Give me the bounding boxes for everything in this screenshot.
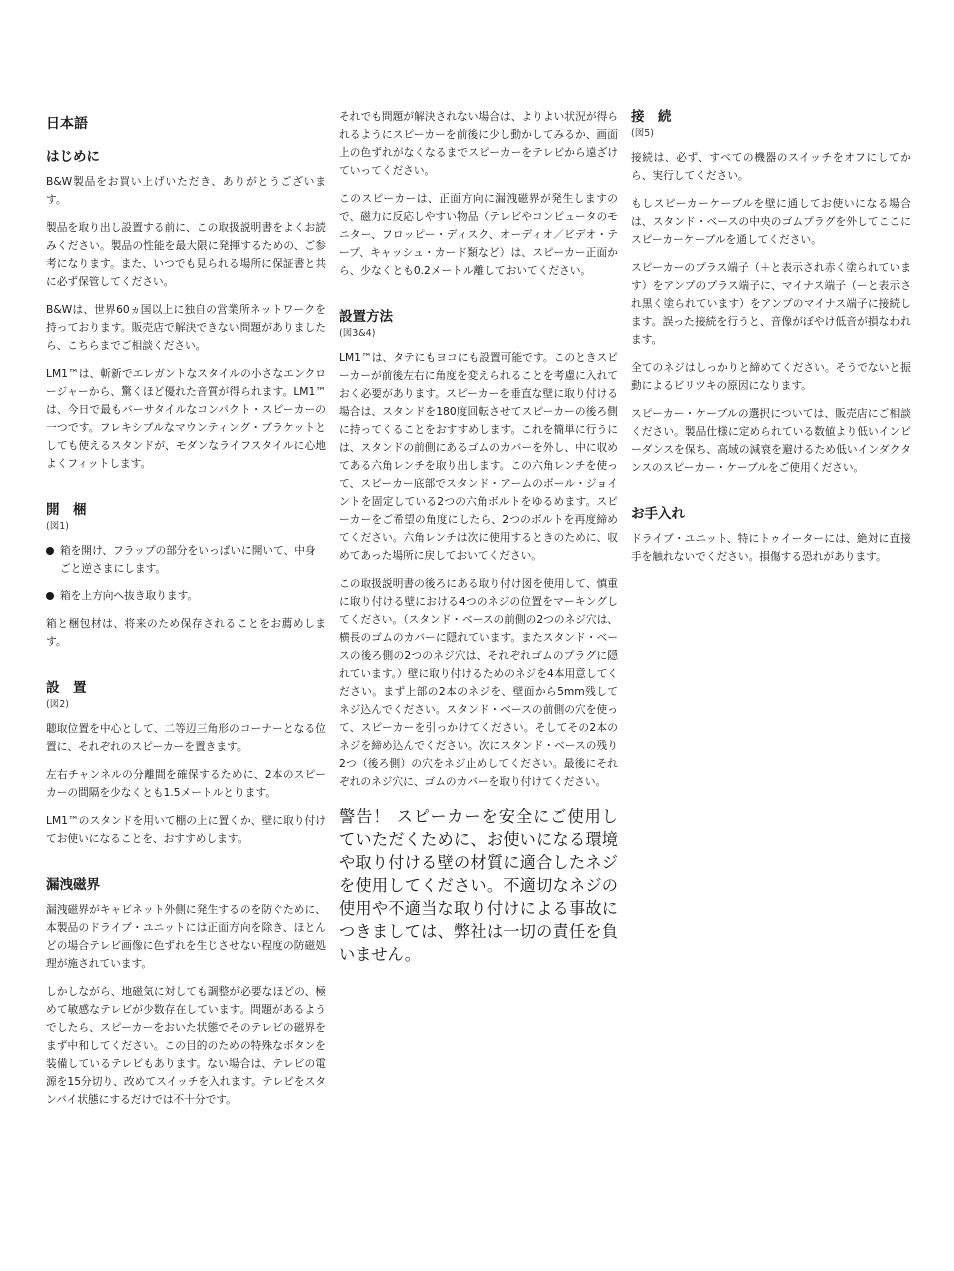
connection-paragraph: スピーカー・ケーブルの選択については、販売店にご相談ください。製品仕様に定められている数値より低いインピーダンスを保ち、高域の減衰を避けるため低いインダクタンスのスピーカー・ケーブルをご使用ください。: [631, 407, 911, 474]
unpacking-figure-ref: (図1): [46, 521, 69, 532]
connection-paragraph: 全てのネジはしっかりと締めてください。そうでないと振動によるビリツキの原因になります。: [631, 361, 911, 392]
mounting-paragraph: LM1™は、タテにもヨコにも設置可能です。このときスピーカーが前後左右に角度を変えられることを考慮に入れておく必要があります。スピーカーを垂直な壁に取り付ける場合は、スタンドを180度回転させてスピーカーの後ろ側に持ってくることをおすすめします。これを簡単に行うには、スタンドの前側にあるゴムのカバーを外し、中に収めてある六角レンチを取り出します。この六角レンチを使って、スピーカー底部でスタンド・アームのボール・ジョイントを固定している2つの六角ボルトをゆるめます。スピーカーをご希望の角度にしたら、2つのボルトを再度締めてください。六角レンチは次に使用するときのために、収めてあった場所に戻しておいてください。: [339, 351, 618, 562]
care-paragraph: ドライブ・ユニット、特にトゥイーターには、絶対に直接手を触れないでください。損傷する恐れがあります。: [631, 532, 911, 563]
intro-paragraph: LM1™は、斬新でエレガントなスタイルの小さなエンクロージャーから、驚くほど優れた音質が得られます。LM1™は、今日で最もバーサタイルなコンパクト・スピーカーの一つです。フレキシブルなマウンティング・ブラケットとしても使えるスタンドが、モダンなライフスタイルに心地よくフィットします。: [46, 367, 326, 470]
magnetic-paragraph: しかしながら、地磁気に対しても調整が必要なほどの、極めて敏感なテレビが少数存在しています。問題があるようでしたら、スピーカーをおいた状態でそのテレビの磁界をまず中和してください。この目的のための特殊なボタンを装備しているテレビもあります。ない場合は、テレビの電源を15分切り、改めてスイッチを入れます。テレビをスタンバイ状態にするだけでは不十分です。: [46, 985, 326, 1106]
connection-figure-ref: (図5): [631, 128, 654, 139]
bullet-icon: [46, 547, 54, 555]
list-item: 箱を上方向へ抜き取ります。: [46, 587, 326, 605]
mounting-figure-ref: (図3&4): [339, 328, 376, 339]
bullet-icon: [46, 592, 54, 600]
column-2: [339, 108, 618, 966]
connection-paragraph: スピーカーのプラス端子（＋と表示され赤く塗られています）をアンプのプラス端子に、マイナス端子（ーと表示され黒く塗られています）をアンプのマイナス端子に接続します。誤った接続を行うと、音像がぼやけ低音が損なわれます。: [631, 261, 911, 346]
magnetic-paragraph: 漏洩磁界がキャビネット外側に発生するのを防ぐために、本製品のドライブ・ユニットには正面方向を除き、ほとんどの場合テレビ画像に色ずれを生じさせない程度の防磁処理が施されています。: [46, 903, 326, 970]
intro-paragraph: B&Wは、世界60ヵ国以上に独自の営業所ネットワークを持っております。販売店で解決できない問題がありましたら、こちらまでご相談ください。: [46, 303, 326, 352]
mounting-title: 設置方法: [339, 309, 393, 325]
unpacking-title: 開 梱: [46, 502, 87, 518]
connection-paragraph: もしスピーカーケーブルを壁に通してお使いになる場合は、スタンド・ベースの中央のゴムプラグを外してここにスピーカーケーブルを通してください。: [631, 197, 911, 246]
column-1: [46, 108, 326, 1119]
mounting-paragraph: この取扱説明書の後ろにある取り付け図を使用して、慎重に取り付ける壁における4つのネジの位置をマーキングしてください。（スタンド・ベースの前側の2つのネジ穴は、横長のゴムのカバーに隠れています。またスタンド・ベースの後ろ側の2つのネジ穴は、それぞれゴムのプラグに隠れています。）壁に取り付けるためのネジを4本用意してください。まず上部の2本のネジを、壁面から5mm残してネジ込んでください。スタンド・ベースの前側の穴を使って、スピーカーを引っかけてください。そしてその2本のネジを締め込んでください。次にスタンド・ベースの残り2つ（後ろ側）の穴をネジ止めしてください。最後にそれぞれのネジ穴に、ゴムのカバーを取り付けてください。: [339, 577, 618, 788]
intro-paragraph: 製品を取り出し設置する前に、この取扱説明書をよくお読みください。製品の性能を最大限に発揮するための、ご参考になります。また、いつでも見られる場所に保証書と共に必ず保管してください。: [46, 221, 326, 288]
unpacking-steps: [46, 542, 326, 605]
placement-figure-ref: (図2): [46, 699, 69, 710]
placement-paragraph: 聴取位置を中心として、二等辺三角形のコーナーとなる位置に、それぞれのスピーカーを置きます。: [46, 722, 326, 753]
care-title: お手入れ: [631, 506, 685, 522]
placement-paragraph: 左右チャンネルの分離間を確保するために、2本のスピーカーの間隔を少なくとも1.5メートルとります。: [46, 768, 326, 799]
magnetic-paragraph: それでも問題が解決されない場合は、よりよい状況が得られるようにスピーカーを前後に少し動かしてみるか、画面上の色ずれがなくなるまでスピーカーをテレビから遠ざけていってください。: [339, 110, 618, 177]
unpacking-paragraph: 箱と梱包材は、将来のため保存されることをお薦めします。: [46, 617, 326, 648]
intro-title: はじめに: [46, 149, 100, 165]
language-heading: 日本語: [46, 116, 88, 132]
column-3: [631, 108, 911, 576]
placement-title: 設 置: [46, 680, 87, 696]
connection-paragraph: 接続は、必ず、すべての機器のスイッチをオフにしてから、実行してください。: [631, 151, 911, 182]
intro-paragraph: B&W製品をお買い上げいただき、ありがとうございます。: [46, 175, 326, 206]
connection-title: 接 続: [631, 109, 672, 125]
list-item: 箱を開け、フラップの部分をいっぱいに開いて、中身ごと逆さまにします。: [46, 542, 326, 578]
magnetic-title: 漏洩磁界: [46, 877, 100, 893]
safety-warning: 警告！ スピーカーを安全にご使用していただくために、お使いになる環境や取り付ける壁の材質に適合したネジを使用してください。不適切なネジの使用や不適当な取り付けによる事故につきましては、弊社は一切の責任を負いません。: [339, 807, 618, 964]
placement-paragraph: LM1™のスタンドを用いて棚の上に置くか、壁に取り付けてお使いになることを、おすすめします。: [46, 814, 326, 845]
magnetic-paragraph: このスピーカーは、正面方向に漏洩磁界が発生しますので、磁力に反応しやすい物品（テレビやコンピュータのモニター、フロッピー・ディスク、オーディオ／ビデオ・テープ、キャッシュ・カード類など）は、スピーカー正面から、少なくとも0.2メートル離しておいてください。: [339, 192, 618, 277]
